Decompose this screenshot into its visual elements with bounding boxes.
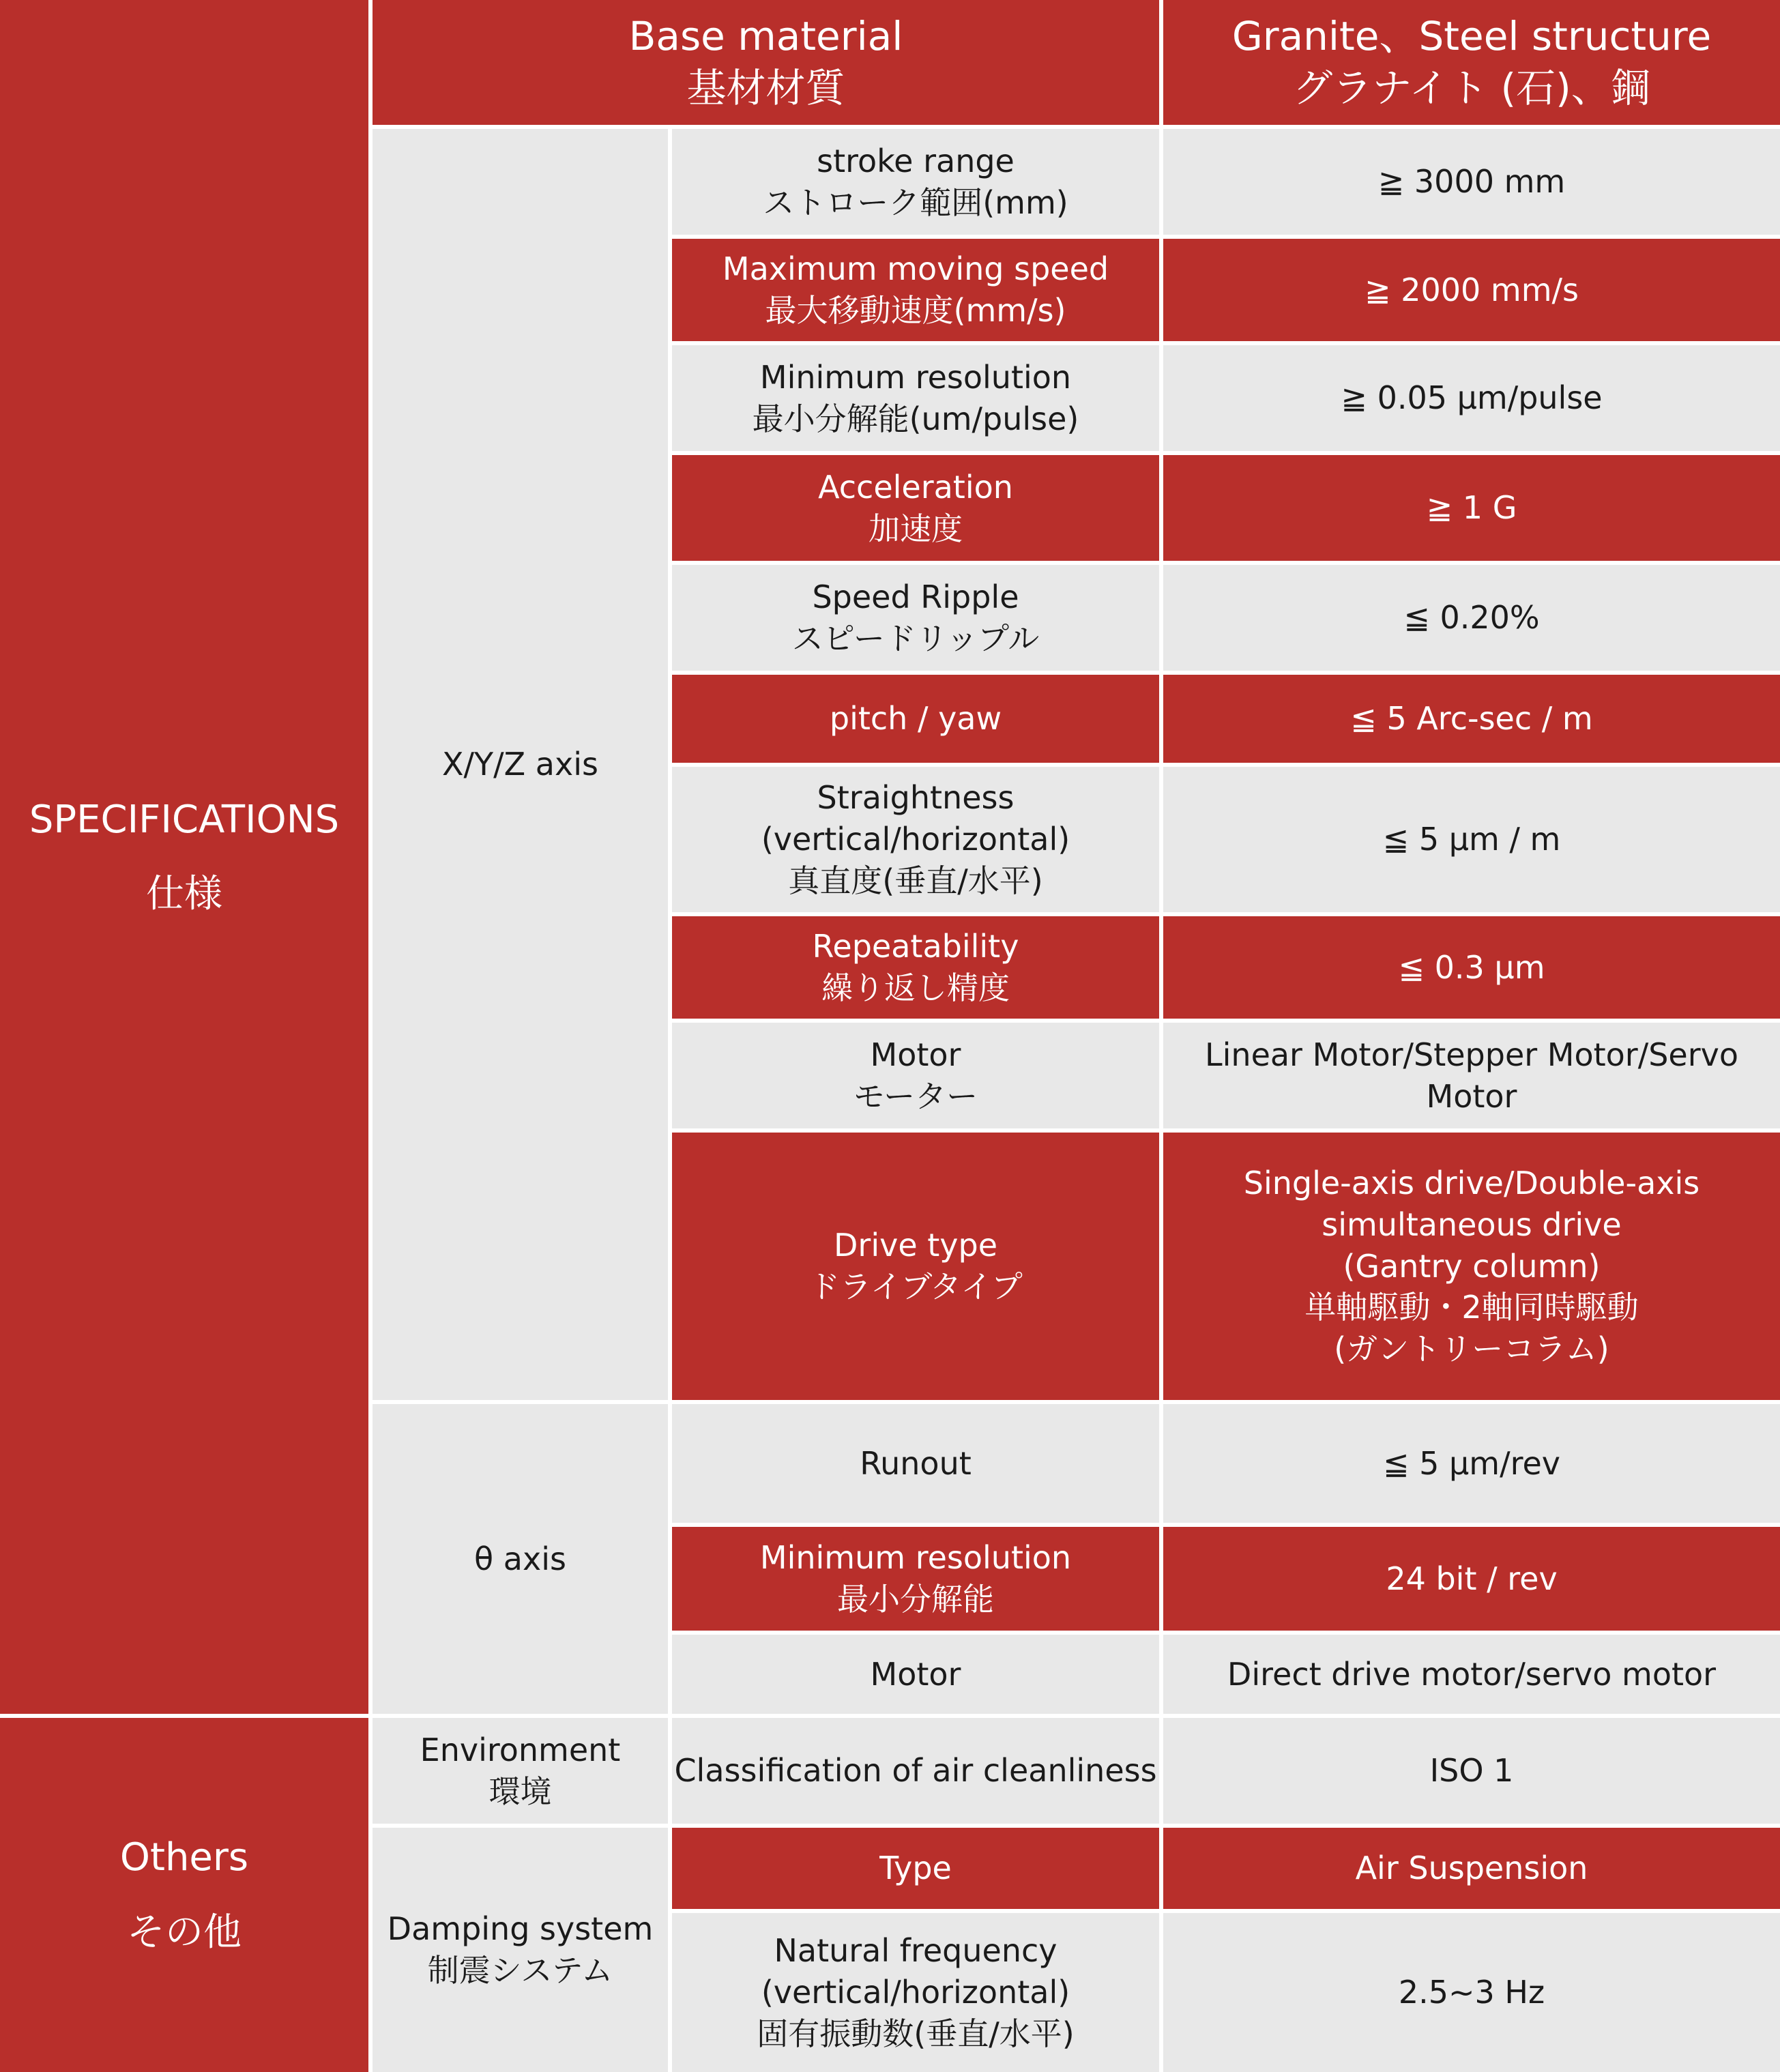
section-specifications-en: SPECIFICATIONS bbox=[29, 797, 340, 842]
row-max-speed-ja: 最大移動速度(mm/s) bbox=[765, 292, 1066, 329]
row-drive-type-value-line5: (ガントリーコラム) bbox=[1334, 1330, 1609, 1368]
group-environment-en: Environment bbox=[420, 1731, 621, 1768]
row-acceleration-en: Acceleration bbox=[818, 468, 1013, 506]
row-drive-type-ja: ドライブタイプ bbox=[808, 1268, 1023, 1305]
row-min-resolution-label bbox=[672, 345, 1159, 451]
row-acceleration-value bbox=[1163, 455, 1780, 561]
section-others-ja: その他 bbox=[127, 1910, 242, 1955]
base-material-label-en: Base material bbox=[628, 13, 903, 60]
row-straightness-label bbox=[672, 767, 1159, 912]
base-material-value bbox=[1163, 0, 1780, 125]
group-damping-en: Damping system bbox=[387, 1910, 654, 1948]
row-speed-ripple-label bbox=[672, 565, 1159, 671]
row-max-speed-en: Maximum moving speed bbox=[722, 250, 1109, 288]
row-theta-resolution-value-text: 24 bit / rev bbox=[1386, 1560, 1558, 1597]
row-runout-en: Runout bbox=[860, 1444, 972, 1482]
row-speed-ripple-en: Speed Ripple bbox=[812, 578, 1019, 615]
row-min-resolution-en: Minimum resolution bbox=[759, 358, 1072, 396]
row-drive-type-value-line3: (Gantry column) bbox=[1343, 1247, 1601, 1285]
row-repeatability-value bbox=[1163, 916, 1780, 1019]
row-stroke-value-text: ≧ 3000 mm bbox=[1377, 163, 1566, 201]
base-material-value-ja: グラナイト (石)、鋼 bbox=[1293, 64, 1650, 111]
row-stroke-ja: ストローク範囲(mm) bbox=[763, 184, 1068, 221]
row-motor-ja: モーター bbox=[853, 1077, 978, 1115]
row-speed-ripple-value bbox=[1163, 565, 1780, 671]
row-pitch-yaw-value bbox=[1163, 675, 1780, 763]
base-material-label-ja: 基材材質 bbox=[686, 64, 845, 111]
row-pitch-yaw-label bbox=[672, 675, 1159, 763]
row-pitch-yaw-en: pitch / yaw bbox=[829, 700, 1002, 738]
row-theta-resolution-label bbox=[672, 1527, 1159, 1631]
group-xyz-axis bbox=[373, 129, 668, 1400]
row-air-cleanliness-value bbox=[1163, 1718, 1780, 1824]
row-acceleration-ja: 加速度 bbox=[869, 510, 963, 547]
row-max-speed-label bbox=[672, 239, 1159, 341]
row-runout-value bbox=[1163, 1404, 1780, 1523]
row-repeatability-ja: 繰り返し精度 bbox=[821, 969, 1010, 1006]
row-air-cleanliness-label bbox=[672, 1718, 1159, 1824]
row-min-resolution-ja: 最小分解能(um/pulse) bbox=[752, 400, 1079, 437]
section-specifications-ja: 仕様 bbox=[146, 872, 222, 916]
row-min-resolution-value-text: ≧ 0.05 μm/pulse bbox=[1341, 379, 1603, 417]
row-straightness-value-text: ≦ 5 μm / m bbox=[1382, 821, 1561, 858]
row-stroke-value bbox=[1163, 129, 1780, 235]
row-straightness-value bbox=[1163, 767, 1780, 912]
row-theta-resolution-value bbox=[1163, 1527, 1780, 1631]
row-air-cleanliness-value-text: ISO 1 bbox=[1429, 1752, 1514, 1790]
row-acceleration-value-text: ≧ 1 G bbox=[1426, 489, 1517, 527]
group-theta-axis bbox=[373, 1404, 668, 1714]
row-drive-type-en: Drive type bbox=[833, 1227, 998, 1264]
row-theta-motor-label bbox=[672, 1635, 1159, 1714]
row-stroke-label bbox=[672, 129, 1159, 235]
row-natural-frequency-line2: (vertical/horizontal) bbox=[761, 1974, 1070, 2011]
row-damping-type-label bbox=[672, 1828, 1159, 1909]
row-max-speed-value-text: ≧ 2000 mm/s bbox=[1365, 271, 1579, 308]
row-runout-label bbox=[672, 1404, 1159, 1523]
row-theta-resolution-en: Minimum resolution bbox=[759, 1539, 1072, 1577]
row-motor-en: Motor bbox=[870, 1036, 961, 1073]
row-drive-type-value bbox=[1163, 1133, 1780, 1400]
row-drive-type-value-line1: Single-axis drive/Double-axis bbox=[1243, 1165, 1700, 1202]
row-air-cleanliness-en: Classification of air cleanliness bbox=[674, 1752, 1157, 1790]
row-damping-type-value bbox=[1163, 1828, 1780, 1909]
row-acceleration-label bbox=[672, 455, 1159, 561]
row-natural-frequency-line1: Natural frequency bbox=[774, 1932, 1057, 1970]
row-max-speed-value bbox=[1163, 239, 1780, 341]
group-damping-ja: 制震システム bbox=[427, 1952, 613, 1989]
base-material-value-en: Granite、Steel structure bbox=[1231, 13, 1712, 60]
row-theta-motor-en: Motor bbox=[870, 1655, 961, 1693]
group-environment-ja: 環境 bbox=[488, 1772, 552, 1810]
row-speed-ripple-ja: スピードリップル bbox=[791, 619, 1040, 657]
row-repeatability-value-text: ≦ 0.3 μm bbox=[1398, 948, 1545, 986]
section-others bbox=[0, 1718, 368, 2072]
group-environment bbox=[373, 1718, 668, 1824]
group-theta-axis-label: θ axis bbox=[474, 1540, 566, 1577]
row-straightness-line1: Straightness bbox=[817, 779, 1015, 817]
row-theta-motor-value-text: Direct drive motor/servo motor bbox=[1227, 1655, 1717, 1693]
row-natural-frequency-value bbox=[1163, 1913, 1780, 2072]
row-pitch-yaw-value-text: ≦ 5 Arc-sec / m bbox=[1350, 700, 1593, 738]
row-damping-type-en: Type bbox=[879, 1850, 952, 1887]
section-others-en: Others bbox=[119, 1835, 249, 1880]
row-stroke-en: stroke range bbox=[817, 142, 1015, 179]
group-damping-system bbox=[373, 1828, 668, 2072]
row-drive-type-value-line4: 単軸駆動・2軸同時駆動 bbox=[1304, 1289, 1639, 1326]
row-natural-frequency-value-text: 2.5~3 Hz bbox=[1398, 1974, 1545, 2011]
row-repeatability-label bbox=[672, 916, 1159, 1019]
section-specifications bbox=[0, 0, 368, 1714]
row-min-resolution-value bbox=[1163, 345, 1780, 451]
row-natural-frequency-label bbox=[672, 1913, 1159, 2072]
row-speed-ripple-value-text: ≦ 0.20% bbox=[1403, 599, 1540, 637]
row-repeatability-en: Repeatability bbox=[812, 928, 1019, 965]
row-straightness-line2: (vertical/horizontal) bbox=[761, 821, 1070, 858]
row-motor-value bbox=[1163, 1023, 1780, 1128]
row-drive-type-value-line2: simultaneous drive bbox=[1322, 1206, 1622, 1243]
group-xyz-axis-label: X/Y/Z axis bbox=[442, 746, 598, 783]
base-material-label bbox=[373, 0, 1159, 125]
row-theta-motor-value bbox=[1163, 1635, 1780, 1714]
row-natural-frequency-line3: 固有振動数(垂直/水平) bbox=[757, 2015, 1075, 2052]
row-theta-resolution-ja: 最小分解能 bbox=[837, 1581, 994, 1618]
row-motor-value-line1: Linear Motor/Stepper Motor/Servo bbox=[1205, 1036, 1738, 1073]
row-drive-type-label bbox=[672, 1133, 1159, 1400]
row-runout-value-text: ≦ 5 μm/rev bbox=[1382, 1444, 1561, 1482]
row-damping-type-value-text: Air Suspension bbox=[1355, 1850, 1588, 1887]
row-motor-value-line2: Motor bbox=[1426, 1077, 1517, 1115]
row-straightness-line3: 真直度(垂直/水平) bbox=[788, 862, 1043, 899]
row-motor-label bbox=[672, 1023, 1159, 1128]
